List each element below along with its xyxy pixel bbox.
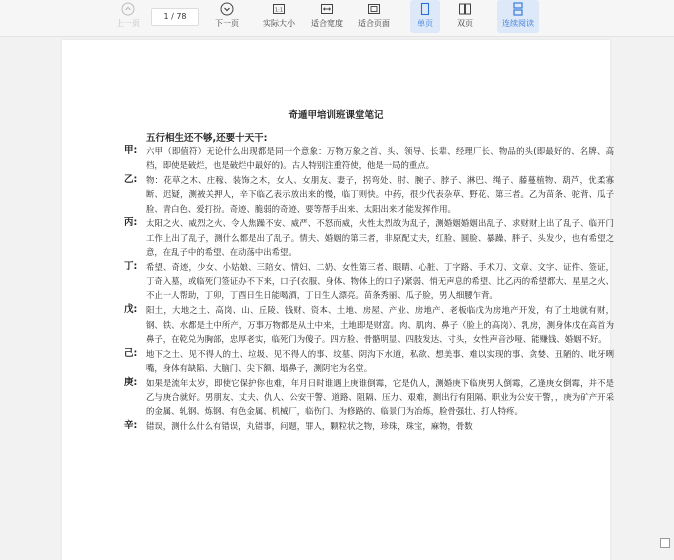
section-label: 己:: [124, 347, 138, 359]
fit-width-button[interactable]: [306, 2, 348, 29]
page-current[interactable]: 1: [163, 12, 169, 21]
scroll-corner-icon[interactable]: [660, 538, 670, 548]
section-text: 错误，测什么什么有错误，丸错事，问题，罪人，颗粒状之物，珍珠，珠宝，麻物，骨数: [146, 421, 473, 432]
actual-size-button[interactable]: [258, 2, 300, 29]
section-label: 乙:: [124, 174, 138, 186]
single-page-icon: [418, 2, 432, 16]
section-text: 希望、奇迹，少女、小姑娘、三陪女、情妇、二奶、女性第三者、眼睛、心脏、丁字路、手术刀、文章、文字、证件、签证，丁奇入墓，或临死门签证办不下来，口子(衣服、身体、物体上的口子)紧弱、悄无声息的希望、比乙丙的希望都大、星星之火、不止一人帮助，丁卯，丁酉日生日能喝酒，丁日生人漂亮。苗条秀丽、瓜子脸，男人细腰乍背。: [146, 261, 614, 301]
section-label: 戊:: [124, 304, 138, 316]
toolbar: [0, 0, 674, 37]
arrow-down-icon: [220, 2, 234, 16]
svg-text:1:1: 1:1: [274, 7, 284, 14]
section-jia: [124, 144, 614, 173]
fit-page-icon: [367, 2, 381, 16]
section-label: 辛:: [124, 420, 138, 432]
section-label: 甲:: [124, 145, 138, 156]
single-page-label: 单页: [417, 19, 433, 28]
fit-page-button[interactable]: [353, 2, 395, 29]
continuous-reading-label: 连续阅读: [502, 19, 534, 28]
continuous-reading-icon: [511, 2, 525, 16]
continuous-reading-button[interactable]: [497, 0, 539, 33]
section-geng: [124, 376, 614, 419]
document-subheading: 五行相生还不够,还要十天干:: [146, 133, 268, 144]
actual-size-label: 实际大小: [263, 19, 295, 28]
page-indicator[interactable]: [151, 8, 199, 26]
section-label: 庚:: [124, 376, 138, 388]
section-label: 丙:: [124, 217, 138, 229]
section-text: 六甲（即值符）无论什么出现都是同一个意象：万物万象之首、头、领导、长辈、经理厂长、物品的头(即最好的、名牌、高档，即使是破烂，也是破烂中最好的)。古人特别注重符使，他是一局的重点。: [146, 146, 614, 171]
prev-page-label: 上一页: [116, 19, 140, 28]
section-wu: [124, 303, 614, 346]
double-page-label: 双页: [457, 19, 473, 28]
document-title: 奇遁甲培训班课堂笔记: [288, 110, 384, 121]
section-ji: [124, 347, 614, 376]
section-ding: [124, 260, 614, 303]
fit-width-label: 适合宽度: [311, 19, 343, 28]
prev-page-button[interactable]: [112, 2, 144, 29]
section-bing: [124, 216, 614, 259]
section-text: 物：花草之木、庄稼、装饰之木，女人、女朋友、妻子，拐弯处、肘、腕子、脖子、淋巴、绳子、藤蔓植物、葫芦，优柔寡断、迟疑，测被关押人，辛下临乙表示放出来的慢，临丁则快。中药，很少代表杂草、野花、第三者。乙为苗条、驼背、瓜子脸、青白色、爱打扮。奇迹、脆弱的奇迹、要等帮手出来、太阳出来才能发挥作用。: [146, 175, 614, 214]
fit-page-label: 适合页面: [358, 19, 390, 28]
arrow-up-icon: [121, 2, 135, 16]
double-page-icon: [458, 2, 472, 16]
section-text: 太阳之火、威烈之火、令人焦躁不安、威严、不怒而威，火性太烈故为乱子，测婚姻婚姻出乱子、求财财上出了乱子、临开门工作上出了乱子，测什么都是出了乱子。情夫、婚姻的第三者，非原配丈夫，红脸、圆脸、暴躁、胖子、头发少，也有希望之意，在乱子中的希望、在动荡中出希望。: [146, 218, 614, 258]
section-text: 如果是流年太岁，即使它保护你也难，年月日时谁遇上庚谁倒霉，它是仇人，测婚庚下临庚男人倒霉，乙逢庚女倒霉，并不是乙与庚合就好。男朋友、丈夫、仇人、公安干警、道路、阻隔、压力、艰难，测出行有阻隔、职业为公安干警，，庚为矿产开采的金属、轧钢、炼钢、有色金属、机械厂，临伤门、为修路的、临景门为冶炼，脸骨强壮、打人特疼。: [146, 377, 614, 417]
section-xin: [124, 419, 614, 433]
section-text: 地下之土、见不得人的土、垃圾、见不得人的事、坟墓、阴沟下水道，私欲、想美事、难以实现的事、贪婪、丑陋的、吡牙咧嘴，身体有缺陷、大脑门、尖下额、塌鼻子，测阴宅为名堂。: [146, 348, 614, 373]
section-label: 丁:: [124, 260, 138, 272]
fit-width-icon: [320, 2, 334, 16]
section-text: 阳土，大地之土、高岗、山、丘陵、钱财、资本、土地、房屋、产业、房地产、老板临戊为房地产开发，有了土地就有财，钢、铁、水都是土中所产，万事万物都是从土中来，土地即是财富。肉、肌肉、鼻子（脸上的高岗）、乳房，测身体戊在高首为鼻子，在乾兑为胸部，忠厚老实，临死门为傻子。四方脸、骨骼明显、四肢发达、寸头，女性声音沙哑、能赚钱、婚姻不好。: [146, 305, 614, 344]
page-separator: /: [171, 12, 174, 21]
document-page: [62, 40, 614, 560]
double-page-button[interactable]: [450, 2, 480, 29]
actual-size-icon: [272, 2, 286, 16]
page-total: 78: [176, 12, 187, 21]
single-page-button[interactable]: [410, 0, 440, 33]
next-page-label: 下一页: [215, 19, 239, 28]
next-page-button[interactable]: [211, 2, 243, 29]
section-yi: [124, 173, 614, 216]
